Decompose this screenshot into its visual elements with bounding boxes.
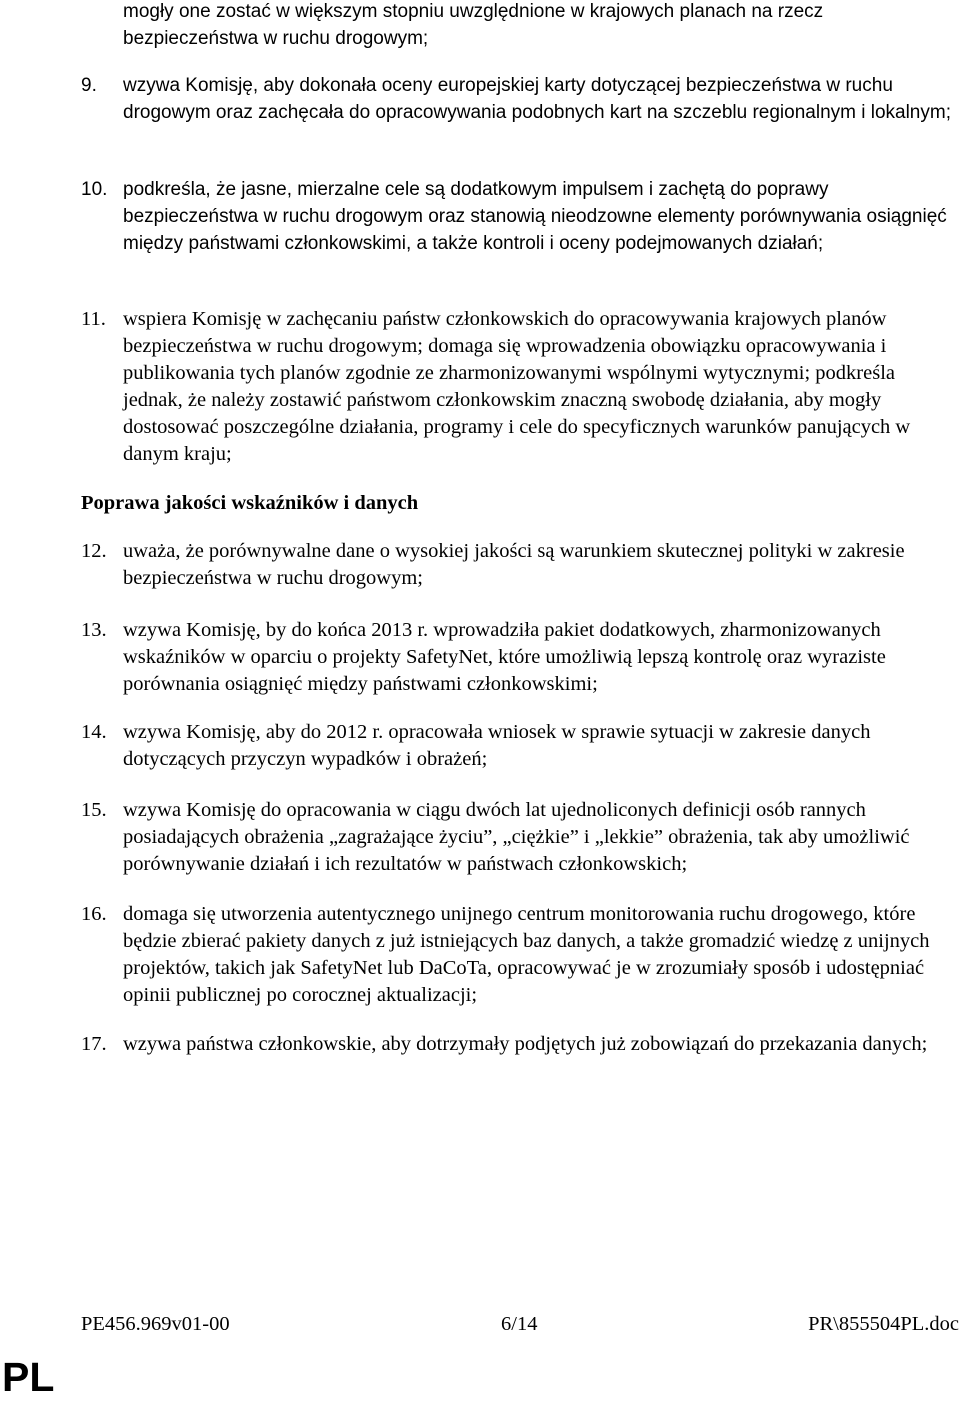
- paragraph-text: wzywa Komisję, by do końca 2013 r. wprowadziła pakiet dodatkowych, zharmonizowanych wskaźników w oparciu o projekty SafetyNet, które umożliwią lepszą kontrolę oraz wyraziste porównania osiągnięć między państwami członkowskimi;: [123, 619, 886, 695]
- paragraph-number: 10.: [81, 179, 108, 200]
- paragraph-text: wzywa Komisję do opracowania w ciągu dwóch lat ujednoliconych definicji osób rannych posiadających obrażenia „zagrażające życiu”, „ciężkie” i „lekkie” obrażenia, tak aby umożliwić porównywanie działań i ich rezultatów w państwach członkowskich;: [123, 799, 910, 875]
- paragraph-text: mogły one zostać w większym stopniu uwzględnione w krajowych planach na rzecz bezpieczeństwa w ruchu drogowym;: [123, 1, 824, 49]
- paragraph-text: uważa, że porównywalne dane o wysokiej jakości są warunkiem skutecznej polityki w zakresie bezpieczeństwa w ruchu drogowym;: [123, 540, 905, 589]
- paragraph-text: domaga się utworzenia autentycznego unijnego centrum monitorowania ruchu drogowego, które będzie zbierać pakiety danych z już istniejących baz danych, a także gromadzić wiedzę z unijnych projektów, takich jak SafetyNet lub DaCoTa, opracowywać je w zrozumiały sposób i udostępniać opinii publicznej po corocznej aktualizacji;: [123, 903, 930, 1006]
- paragraph-number: 17.: [81, 1033, 107, 1055]
- paragraph-text: wspiera Komisję w zachęcaniu państw członkowskich do opracowywania krajowych planów bezpieczeństwa w ruchu drogowym; domaga się wprowadzenia obowiązku opracowywania i publikowania tych planów zgodnie ze zharmonizowanymi wspólnymi wytycznymi; podkreśla jednak, że należy zostawić państwom członkowskim znaczną swobodę działania, aby mogły dostosować poszczególne działania, programy i cele do specyficznych warunków panujących w danym kraju;: [123, 308, 911, 465]
- paragraph-12: [81, 538, 959, 592]
- paragraph-number: 15.: [81, 799, 107, 821]
- paragraph-number: 16.: [81, 903, 107, 925]
- paragraph-number: 12.: [81, 540, 107, 562]
- paragraph-15: [81, 797, 959, 878]
- paragraph-number: 13.: [81, 619, 107, 641]
- footer-page-number: 6/14: [501, 1313, 538, 1335]
- paragraph-14: [81, 719, 959, 773]
- paragraph-number: 9.: [81, 75, 97, 96]
- language-code: PL: [2, 1354, 55, 1400]
- continuation-paragraph: [81, 0, 959, 52]
- paragraph-17: [81, 1031, 959, 1058]
- footer-doc-ref: PE456.969v01-00: [81, 1313, 230, 1335]
- paragraph-text: wzywa Komisję, aby dokonała oceny europejskiej karty dotyczącej bezpieczeństwa w ruchu drogowym oraz zachęcała do opracowywania podobnych kart na szczeblu regionalnym i lokalnym;: [123, 75, 951, 123]
- footer-file-name: PR\855504PL.doc: [808, 1313, 959, 1335]
- paragraph-16: [81, 901, 959, 1009]
- paragraph-9: [81, 72, 959, 126]
- section-heading: Poprawa jakości wskaźników i danych: [81, 492, 419, 514]
- paragraph-number: 14.: [81, 721, 107, 743]
- paragraph-10: [81, 176, 959, 257]
- paragraph-text: wzywa Komisję, aby do 2012 r. opracowała wniosek w sprawie sytuacji w zakresie danych dotyczących przyczyn wypadków i obrażeń;: [123, 721, 871, 770]
- paragraph-number: 11.: [81, 308, 106, 330]
- paragraph-text: wzywa państwa członkowskie, aby dotrzymały podjętych już zobowiązań do przekazania danych;: [123, 1033, 928, 1055]
- paragraph-13: [81, 617, 959, 698]
- paragraph-text: podkreśla, że jasne, mierzalne cele są dodatkowym impulsem i zachętą do poprawy bezpieczeństwa w ruchu drogowym oraz stanowią nieodzowne elementy porównywania osiągnięć między państwami członkowskimi, a także kontroli i oceny podejmowanych działań;: [123, 179, 947, 254]
- paragraph-11: [81, 306, 959, 468]
